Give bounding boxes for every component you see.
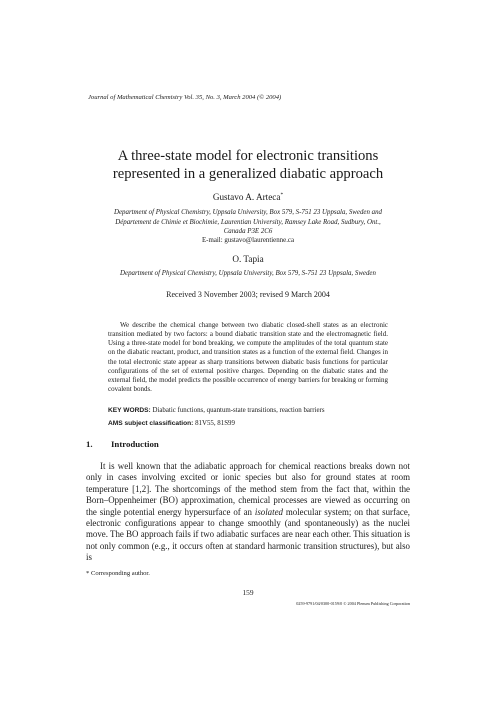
- ams-label: AMS subject classification:: [108, 420, 194, 427]
- corresponding-mark: *: [280, 192, 284, 198]
- affiliation-line: Canada P3E 2C6: [223, 228, 273, 236]
- footnote: * Corresponding author.: [86, 570, 150, 577]
- author-2-affiliation: Department of Physical Chemistry, Uppsala University, Box 579, S-751 23 Uppsala, Sweden: [120, 270, 376, 277]
- author-1-email: E-mail: gustavo@laurentienne.ca: [201, 237, 295, 244]
- ams-classification: [108, 420, 408, 427]
- intro-text: molecular system; on that surface, electronic configurations appear to change smoothly (and spontaneously) as the nuclei move. The BO approach fails if two adiabatic surfaces are near each other. This situation is not only common (e.g., it occurs often at standard harmonic transition structures), but also is: [86, 506, 410, 563]
- paper-title: [60, 147, 436, 183]
- keywords-label: KEY WORDS:: [108, 407, 151, 414]
- journal-header: Journal of Mathematical Chemistry Vol. 35, No. 3, March 2004 (© 2004): [88, 94, 282, 101]
- received-dates: Received 3 November 2003; revised 9 March 2004: [166, 290, 330, 299]
- intro-text: . The shortcomings of the method stem from the fact that, within the Born–Oppenheimer (BO) approximation, chemical processes are viewed as occurring on the single potential energy hypersurface of an: [86, 483, 410, 517]
- section-heading: [86, 439, 159, 449]
- keywords-text: Diabatic functions, quantum-state transitions, reaction barriers: [152, 407, 325, 414]
- abstract: We describe the chemical change between two diabatic closed-shell states as an electronic transition mediated by two factors: a bound diabatic transition state and the electromagnetic field. Using a three-state model for bond breaking, we compute the amplitudes of the total quantum state on the diabatic reactant, product, and transition states as a function of the external field. Changes in the total electronic state appear as sharp transitions between diabatic basis functions for particular configurations of the set of external positive charges. Depending on the diabatic states and the external field, the model predicts the possible occurrence of energy barriers for breaking or forming covalent bonds.: [108, 321, 388, 394]
- author-1: [60, 192, 436, 202]
- intro-paragraph: [86, 461, 410, 564]
- title-line-1: A three-state model for electronic transitions: [117, 148, 379, 164]
- intro-text: It is well known that the adiabatic approach for chemical reactions breaks down not only in cases involving excited or ionic species but also for ground states at room temperature: [86, 461, 410, 494]
- section-number: 1.: [86, 439, 93, 449]
- author-2-name: O. Tapia: [232, 254, 264, 264]
- author-1-affiliation: [86, 208, 410, 237]
- copyright-line: 0259-9791/04/0300-0159/0 © 2004 Plenum Publishing Corporation: [296, 601, 410, 606]
- citation-link[interactable]: [1,2]: [132, 483, 150, 494]
- author-1-name: Gustavo A. Arteca: [212, 192, 281, 203]
- affiliation-line: Department of Physical Chemistry, Uppsala University, Box 579, S-751 23 Uppsala, Sweden and: [114, 209, 382, 216]
- intro-emphasis: isolated: [254, 506, 283, 517]
- affiliation-line: Département de Chimie et Biochimie, Laurentian University, Ramsey Lake Road, Sudbury, Ont.,: [115, 218, 381, 226]
- page-number: 159: [242, 588, 254, 597]
- section-title: Introduction: [111, 439, 159, 449]
- title-line-2: represented in a generalized diabatic approach: [112, 166, 384, 182]
- ams-text: 81V55, 81S99: [195, 420, 235, 427]
- keywords: [108, 407, 408, 414]
